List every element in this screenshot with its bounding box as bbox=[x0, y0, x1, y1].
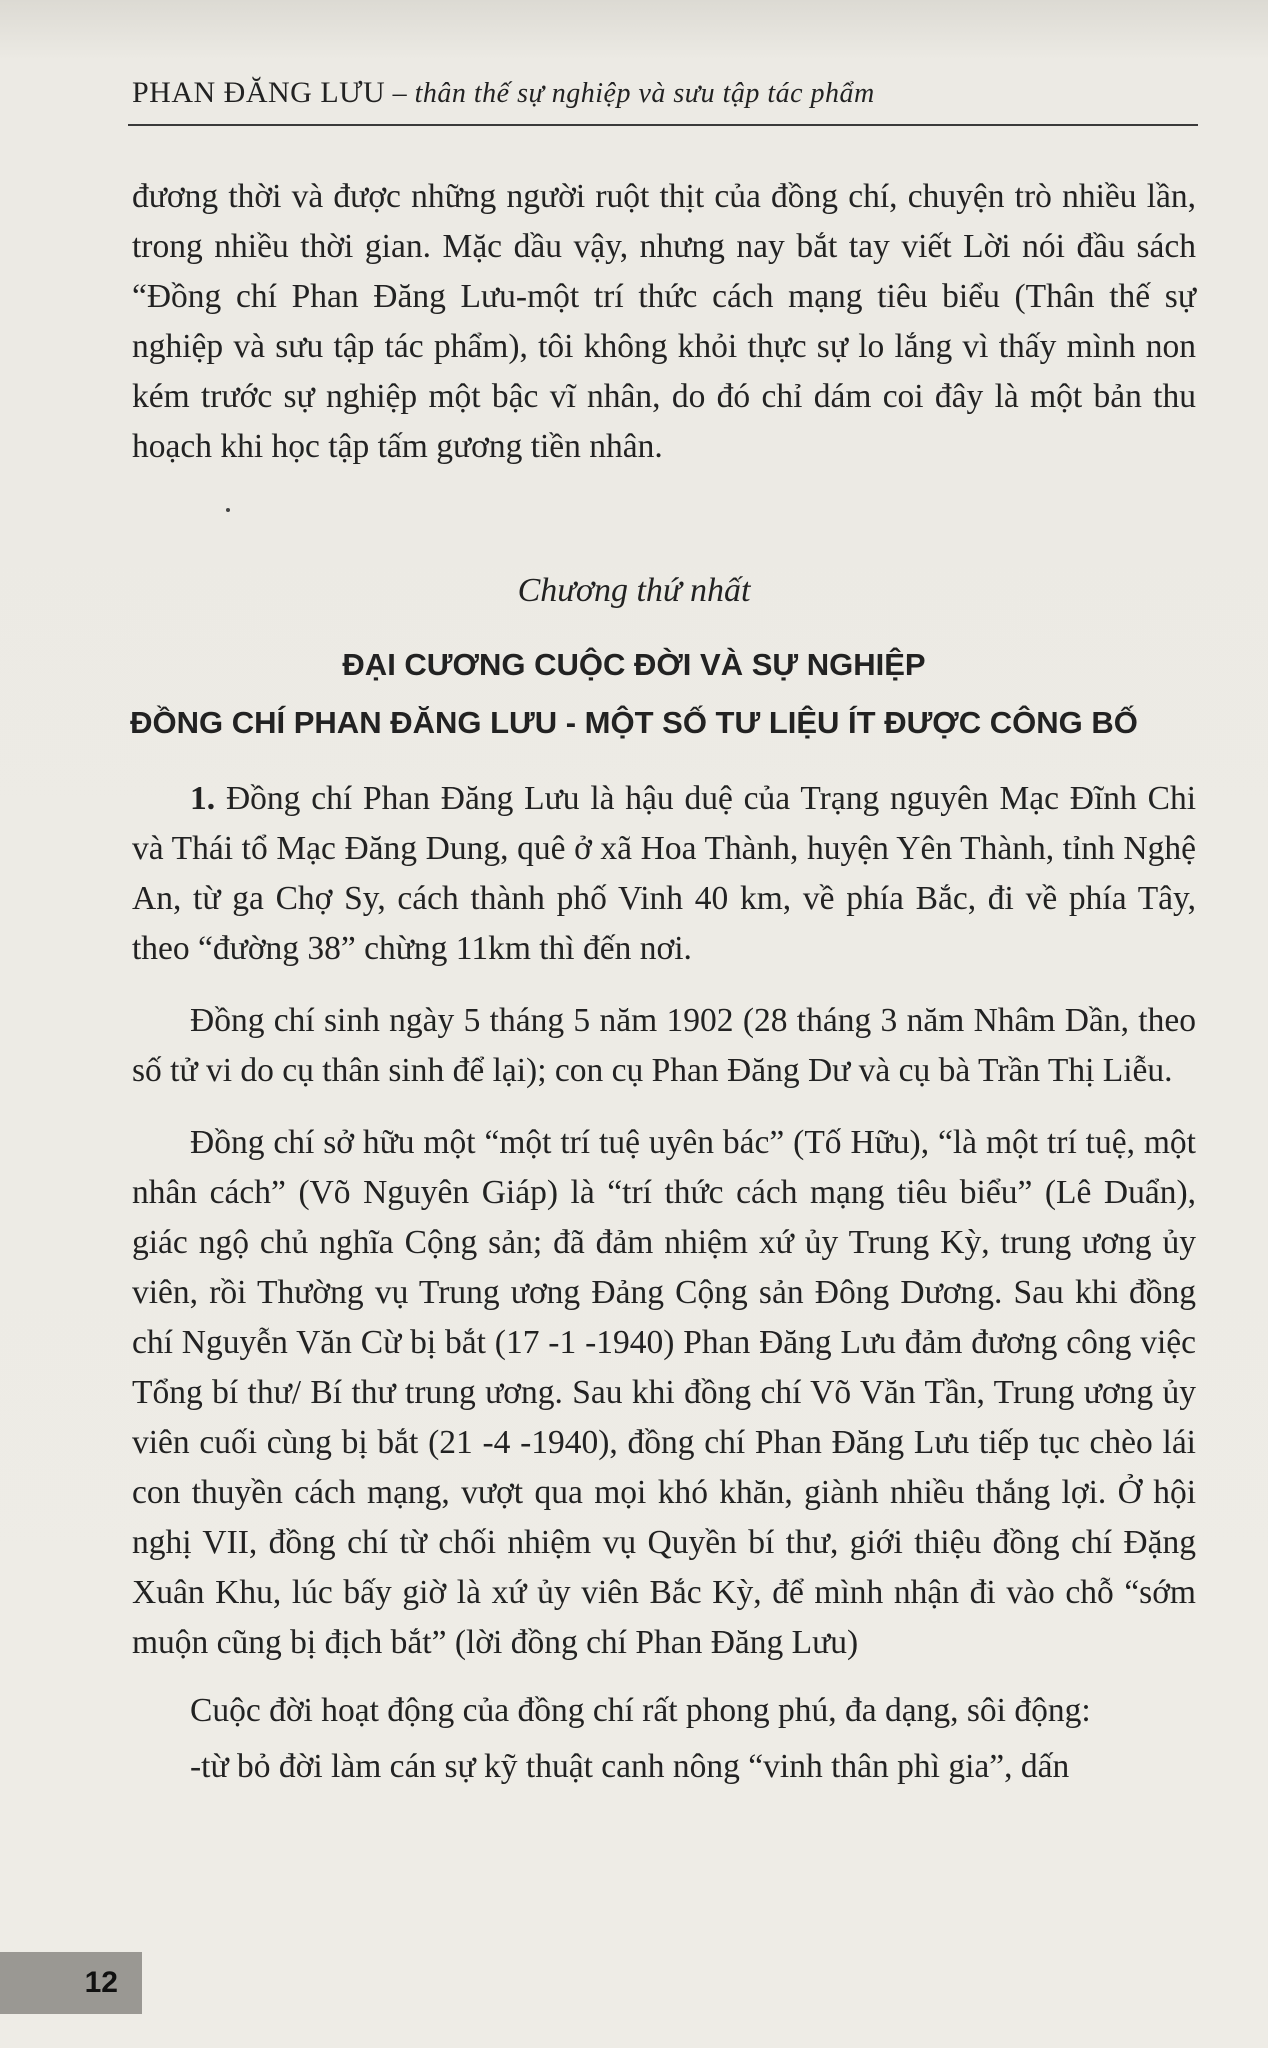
paragraph-5: -từ bỏ đời làm cán sự kỹ thuật canh nông “vinh thân phì gia”, dấn bbox=[190, 1748, 1070, 1785]
header-rule bbox=[128, 124, 1198, 126]
paragraph-2: Đồng chí sinh ngày 5 tháng 5 năm 1902 (28 tháng 3 năm Nhâm Dần, theo số tử vi do cụ thân sinh để lại); con cụ Phan Đăng Dư và cụ bà Trần Thị Liễu. bbox=[132, 1002, 1196, 1089]
chapter-label: Chương thứ nhất bbox=[517, 572, 751, 609]
paragraph-1-number: 1. bbox=[190, 780, 216, 817]
chapter-title-line-1: ĐẠI CƯƠNG CUỘC ĐỜI VÀ SỰ NGHIỆP bbox=[342, 647, 926, 682]
intro-paragraph: đương thời và được những người ruột thịt của đồng chí, chuyện trò nhiều lần, trong nhiều thời gian. Mặc dầu vậy, nhưng nay bắt tay viết Lời nói đầu sách “Đồng chí Phan Đăng Lưu-một trí thức cách mạng tiêu biểu (Thân thế sự nghiệp và sưu tập tác phẩm), tôi không khỏi thực sự lo lắng vì thấy mình non kém trước sự nghiệp một bậc vĩ nhân, do đó chỉ dám coi đây là một bản thu hoạch khi học tập tấm gương tiền nhân. bbox=[132, 178, 1196, 465]
header-title: PHAN ĐĂNG LƯU bbox=[132, 76, 386, 109]
page-number: 12 bbox=[0, 1952, 142, 2014]
header-subtitle: – thân thế sự nghiệp và sưu tập tác phẩm bbox=[385, 78, 875, 109]
stray-dot bbox=[226, 508, 230, 512]
intro-text-block bbox=[132, 172, 1196, 472]
paragraph-3: Đồng chí sở hữu một “một trí tuệ uyên bác” (Tố Hữu), “là một trí tuệ, một nhân cách” (Võ Nguyên Giáp) là “trí thức cách mạng tiêu biểu” (Lê Duẩn), giác ngộ chủ nghĩa Cộng sản; đã đảm nhiệm xứ ủy Trung Kỳ, trung ương ủy viên, rồi Thường vụ Trung ương Đảng Cộng sản Đông Dương. Sau khi đồng chí Nguyễn Văn Cừ bị bắt (17 -1 -1940) Phan Đăng Lưu đảm đương công việc Tổng bí thư/ Bí thư trung ương. Sau khi đồng chí Võ Văn Tần, Trung ương ủy viên cuối cùng bị bắt (21 -4 -1940), đồng chí Phan Đăng Lưu tiếp tục chèo lái con thuyền cách mạng, vượt qua mọi khó khăn, giành nhiều thắng lợi. Ở hội nghị VII, đồng chí từ chối nhiệm vụ Quyền bí thư, giới thiệu đồng chí Đặng Xuân Khu, lúc bấy giờ là xứ ủy viên Bắc Kỳ, để mình nhận đi vào chỗ “sớm muộn cũng bị địch bắt” (lời đồng chí Phan Đăng Lưu) bbox=[132, 1124, 1196, 1661]
paragraph-1 bbox=[132, 774, 1196, 974]
chapter-body bbox=[132, 774, 1196, 1792]
paragraph-4: Cuộc đời hoạt động của đồng chí rất phong phú, đa dạng, sôi động: bbox=[190, 1692, 1091, 1729]
chapter-title bbox=[0, 636, 1268, 752]
chapter-title-line-2: ĐỒNG CHÍ PHAN ĐĂNG LƯU - MỘT SỐ TƯ LIỆU ÍT ĐƯỢC CÔNG BỐ bbox=[130, 705, 1138, 740]
paragraph-1-text: Đồng chí Phan Đăng Lưu là hậu duệ của Trạng nguyên Mạc Đĩnh Chi và Thái tổ Mạc Đăng Dung, quê ở xã Hoa Thành, huyện Yên Thành, tỉnh Nghệ An, từ ga Chợ Sy, cách thành phố Vinh 40 km, về phía Bắc, đi về phía Tây, theo “đường 38” chừng 11km thì đến nơi. bbox=[132, 780, 1196, 967]
running-header bbox=[132, 76, 1197, 110]
